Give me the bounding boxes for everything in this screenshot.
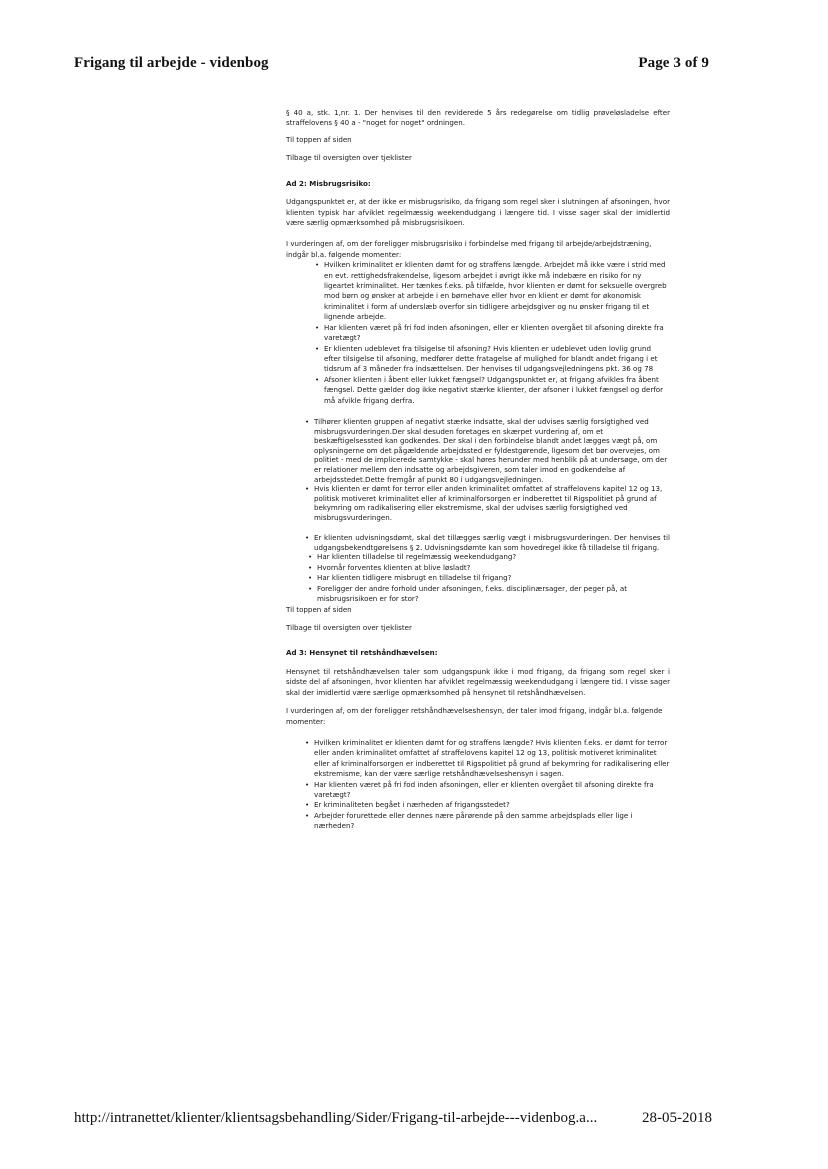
misbrug-paragraph-2: I vurderingen af, om der foreligger misbrugsrisiko i forbindelse med frigang til arbejde/arbejdstræning, indgår bl.a. følgende momenter: [286,239,652,259]
list-item: • Har klienten tidligere misbrugt en tilladelse til frigang? [317,573,670,583]
list-item: • Foreligger der andre forhold under afsoningen, f.eks. disciplinærsager, der peger på, at misbrugsrisikoen er for stor? [317,584,670,605]
list-item: • Har klienten været på fri fod inden afsoningen, eller er klienten overgået til afsoning direkte fra varetægt? [314,780,670,801]
list-item: • Hvornår forventes klienten at blive løsladt? [317,563,670,573]
retshaandhaevelse-paragraph-2: I vurderingen af, om der foreligger retshåndhævelseshensyn, der taler imod frigang, indgår bl.a. følgende momenter: [286,706,663,726]
list-item: • Hvilken kriminalitet er klienten dømt for og straffens længde. Arbejdet må ikke være i strid med en evt. rettighedsfrakendelse, ligesom arbejdet i øvrigt ikke må indebære en risiko for ny ligeartet kriminalitet. Her tænkes f.eks. på tilfælde, hvor klienten er dømt for seksuelle overgreb mod børn og ønsker at arbejde i en børnehave eller hvor en klient er dømt for økonomisk kriminalitet i form af underslæb overfor sin tidligere arbejdsgiver og nu ønsker frigang til et lignende arbejde. [324,260,670,323]
retshaandhaevelse-paragraph-1: Hensynet til retshåndhævelsen taler som udgangspunk ikke i mod frigang, da frigang som regel sker i sidste del af afsoningen, hvor klienten har afviklet regelmæssig weekendudgang i længere tid. I visse sager skal der imidlertid være særlige opmærksomhed på hensynet til retshåndhævelsen. [286,666,670,697]
list-item: • Er kriminaliteten begået i nærheden af frigangsstedet? [314,800,670,810]
list-item: • Hvilken kriminalitet er klienten dømt for og straffens længde? Hvis klienten f.eks. er dømt for terror eller anden kriminalitet omfattet af straffelovens kapitel 12 og 13, politisk motiveret kriminalitet eller af kriminalforsorgen er indberettet til Rigspolitiet på grund af bekymring for radikalisering eller ekstremisme, kan der være særlige retshåndhævelseshensyn i sagen. [314,738,670,780]
list-item: • Har klienten været på fri fod inden afsoningen, eller er klienten overgået til afsoning direkte fra varetægt? [324,323,670,344]
document-title: Frigang til arbejde - videnbog [74,55,269,71]
misbrug-factor-list [324,260,670,406]
list-item: • Arbejder forurettede eller dennes nære pårørende på den samme arbejdsplads eller lige i nærheden? [314,811,670,832]
list-item: • Tilhører klienten gruppen af negativt stærke indsatte, skal der udvises særlig forsigtighed ved misbrugsvurderingen.Der skal desuden foretages en skærpet vurdering af, om et beskæftigelsessted kan godkendes. Der skal i den forbindelse blandt andet lægges vægt på, om oplysningerne om det pågældende arbejdssted er fyldestgørende, ligesom det bør overvejes, om politiet - med de implicerede samtykke - skal høres herunder med henblik på at undersøge, om der er relationer mellem den indsatte og arbejdsgiveren, som taler imod en godkendelse af arbejdsstedet.Dette fremgår af punkt 80 i udgangsvejledningen. [314,417,670,484]
link-to-top[interactable]: Til toppen af siden [286,134,352,144]
link-back-to-overview[interactable]: Tilbage til oversigten over tjeklister [286,622,412,632]
list-item: • Afsoner klienten i åbent eller lukket fængsel? Udgangspunktet er, at frigang afvikles fra åbent fængsel. Dette gælder dog ikke negativt stærke klienter, der afsoner i lukket fængsel og derfor må afvikle frigang derfra. [324,375,670,406]
udvisning-list [314,533,670,552]
misbrug-paragraph-1: Udgangspunktet er, at der ikke er misbrugsrisiko, da frigang som regel sker i slutningen af afsoningen, hvor klienten typisk har afviklet regelmæssig weekendudgang i længere tid. I visse sager skal der imidlertid være særlig opmærksomhed på misbrugsrisikoen. [286,197,670,227]
footer-url: http://intranettet/klienter/klientsagsbehandling/Sider/Frigang-til-arbejde---videnbog.a... [74,1110,598,1126]
intro-paragraph: § 40 a, stk. 1,nr. 1. Der henvises til den reviderede 5 års redegørelse om tidlig prøveløsladelse efter straffelovens § 40 a - "noget for noget" ordningen. [286,108,670,128]
list-item: • Hvis klienten er dømt for terror eller anden kriminalitet omfattet af straffelovens kapitel 12 og 13, politisk motiveret kriminalitet eller af kriminalforsorgen er indberettet til Rigspolitiet på grund af bekymring om radikalisering eller ekstremisme, skal der udvises særlig forsigtighed ved misbrugsvurderingen. [314,484,670,522]
list-item: • Er klienten udeblevet fra tilsigelse til afsoning? Hvis klienten er udeblevet uden lovlig grund efter tilsigelse til afsoning, medfører dette fratagelse af mulighed for blandt andet frigang i et tidsrum af 3 måneder fra indsættelsen. Der henvises til udgangsvejledningens pkt. 36 og 78 [324,344,670,375]
page-number: Page 3 of 9 [638,55,709,71]
list-item: • Har klienten tilladelse til regelmæssig weekendudgang? [317,552,670,562]
page-content [286,108,670,832]
link-to-top[interactable]: Til toppen af siden [286,604,352,614]
retshaandhaevelse-factor-list [314,738,670,832]
misbrug-extra-list [317,552,670,604]
section-heading-retshaandhaevelse: Ad 3: Hensynet til retshåndhævelsen: [286,648,438,658]
link-back-to-overview[interactable]: Tilbage til oversigten over tjeklister [286,153,412,163]
negativt-staerke-list [314,417,670,522]
list-item: • Er klienten udvisningsdømt, skal det tillægges særlig vægt i misbrugsvurderingen. Der henvises til udgangsbekendtgørelsens § 2. Udvisningsdømte kan som hovedregel ikke få tilladelse til frigang. [314,533,670,552]
footer-date: 28-05-2018 [642,1110,712,1126]
section-heading-misbrugsrisiko: Ad 2: Misbrugsrisiko: [286,178,371,188]
